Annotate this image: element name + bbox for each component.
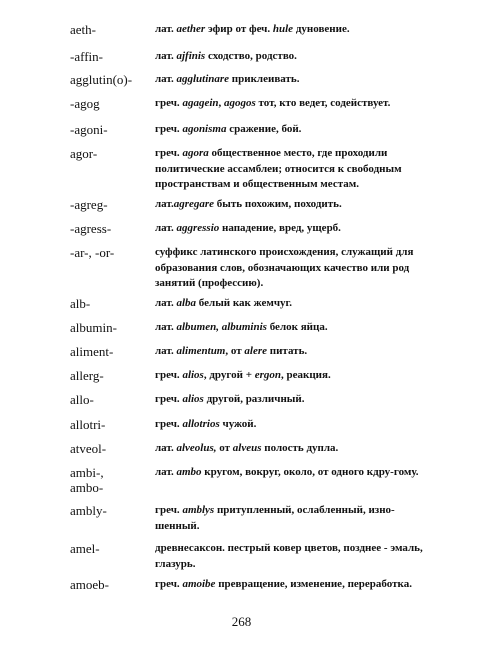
entry-definition (155, 96, 430, 112)
definition-text: греч. (155, 418, 183, 430)
definition-text: древнесаксон. пестрый ковер цветов, позднее - эмаль, глазурь. (155, 542, 423, 570)
entry-definition (155, 577, 430, 593)
definition-text: греч. (155, 504, 183, 516)
entry-term: -agoni- (70, 122, 108, 137)
entry-term: agglutin(o)- (70, 72, 133, 87)
definition-text: , реакция. (281, 369, 331, 381)
entry-definition (155, 320, 430, 336)
definition-text: кругом, вокруг, около, от одного кдру-гому. (201, 466, 419, 478)
etymon-word: ambo (176, 466, 202, 478)
entry-term: aeth- (70, 22, 96, 37)
definition-text: лат. (155, 50, 177, 62)
entry-term: -ar-, -or- (70, 245, 115, 260)
definition-text: , от (225, 345, 245, 357)
definition-text: нападение, вред, ущерб. (219, 222, 341, 234)
definition-text: греч. (155, 393, 183, 405)
definition-text: белый как жемчуг. (196, 297, 293, 309)
entry-definition (155, 541, 430, 572)
entry-term: -agress- (70, 221, 112, 236)
etymon-word: agonisma (182, 123, 227, 135)
definition-text: лат. (155, 345, 177, 357)
etymon-word: agogos (224, 97, 256, 109)
definition-text: чужой. (219, 418, 257, 430)
definition-text: общественное место, где проходили политические ассамблеи; относится к свободным пространствам и общественным местам. (155, 147, 402, 190)
entry-term: -agreg- (70, 197, 108, 212)
definition-text: дуновение. (293, 23, 350, 35)
definition-text: греч. (155, 97, 183, 109)
etymon-word: alveolus, (176, 442, 217, 454)
definition-text: лат. (155, 321, 177, 333)
entry-term: alb- (70, 296, 91, 311)
definition-text: лат. (155, 442, 177, 454)
definition-text: лат. (155, 466, 177, 478)
definition-text: тот, кто ведет, содействует. (255, 97, 391, 109)
page-number: 268 (231, 614, 252, 629)
entry-term: -agog (70, 96, 100, 111)
etymon-word: agagein (182, 97, 219, 109)
entry-definition (155, 368, 430, 384)
definition-text: греч. (155, 578, 183, 590)
etymon-word: alere (244, 345, 267, 357)
etymon-word: alba (176, 297, 197, 309)
entry-definition (155, 392, 430, 408)
entry-definition (155, 49, 430, 65)
entry-definition (155, 503, 430, 534)
definition-text: греч. (155, 369, 183, 381)
definition-text: питать. (267, 345, 308, 357)
etymon-word: agora (182, 147, 209, 159)
definition-text: белок яйца. (266, 321, 328, 333)
definition-text: лат. (155, 297, 177, 309)
entry-term: -affin- (70, 49, 103, 64)
entry-definition (155, 197, 430, 213)
etymon-word: albumen, albuminis (176, 321, 267, 333)
etymon-word: agregare (173, 198, 215, 210)
etymon-word: ajfinis (176, 50, 206, 62)
entry-definition (155, 296, 430, 312)
definition-text: другой, различный. (203, 393, 305, 405)
entry-term: ambi-, ambo- (70, 465, 104, 495)
entry-term: allotri- (70, 417, 106, 432)
etymon-word: aether (176, 23, 206, 35)
definition-text: лат. (155, 222, 177, 234)
definition-text: притупленный, ослабленный, изно-шенный. (155, 504, 395, 532)
etymon-word: allotrios (182, 418, 220, 430)
definition-text: приклеивать. (229, 73, 300, 85)
definition-text: превращение, изменение, переработка. (215, 578, 412, 590)
entry-term: agor- (70, 146, 98, 161)
definition-text: , другой + (203, 369, 255, 381)
definition-text: , (218, 97, 224, 109)
etymon-word: hule (272, 23, 294, 35)
etymon-word: alios (182, 393, 204, 405)
etymon-word: amblys (182, 504, 215, 516)
definition-text: сходство, родство. (205, 50, 297, 62)
entry-term: allo- (70, 392, 94, 407)
entry-term: aliment- (70, 344, 114, 359)
entry-definition (155, 417, 430, 433)
definition-text: сражение, бой. (226, 123, 302, 135)
definition-text: греч. (155, 123, 183, 135)
entry-definition (155, 344, 430, 360)
etymon-word: alveus (232, 442, 262, 454)
definition-text: суффикс латинского происхождения, служащий для образования слов, обозначающих качество или род занятий (профессию). (155, 246, 414, 289)
definition-text: лат. (155, 198, 174, 210)
entry-definition (155, 122, 430, 138)
definition-text: лат. (155, 23, 177, 35)
entry-definition (155, 441, 430, 457)
entry-definition (155, 22, 430, 38)
etymon-word: amoibe (182, 578, 216, 590)
definition-text: полость дупла. (261, 442, 339, 454)
entry-term: ambly- (70, 503, 107, 518)
etymon-word: ergon (254, 369, 281, 381)
entry-term: amoeb- (70, 577, 109, 592)
etymon-word: alios (182, 369, 204, 381)
definition-text: лат. (155, 73, 177, 85)
entry-term: allerg- (70, 368, 104, 383)
entry-definition (155, 221, 430, 237)
definition-text: быть похожим, походить. (214, 198, 342, 210)
entry-definition (155, 465, 430, 481)
entry-term: atveol- (70, 441, 107, 456)
etymon-word: agglutinare (176, 73, 230, 85)
etymon-word: aggressio (176, 222, 220, 234)
entry-definition (155, 146, 430, 193)
etymon-word: alimentum (176, 345, 226, 357)
entry-term: albumin- (70, 320, 117, 335)
entry-term: amel- (70, 541, 100, 556)
definition-text: греч. (155, 147, 183, 159)
entry-definition (155, 245, 430, 292)
definition-text: от (216, 442, 233, 454)
definition-text: эфир от феч. (205, 23, 273, 35)
entry-definition (155, 72, 430, 88)
